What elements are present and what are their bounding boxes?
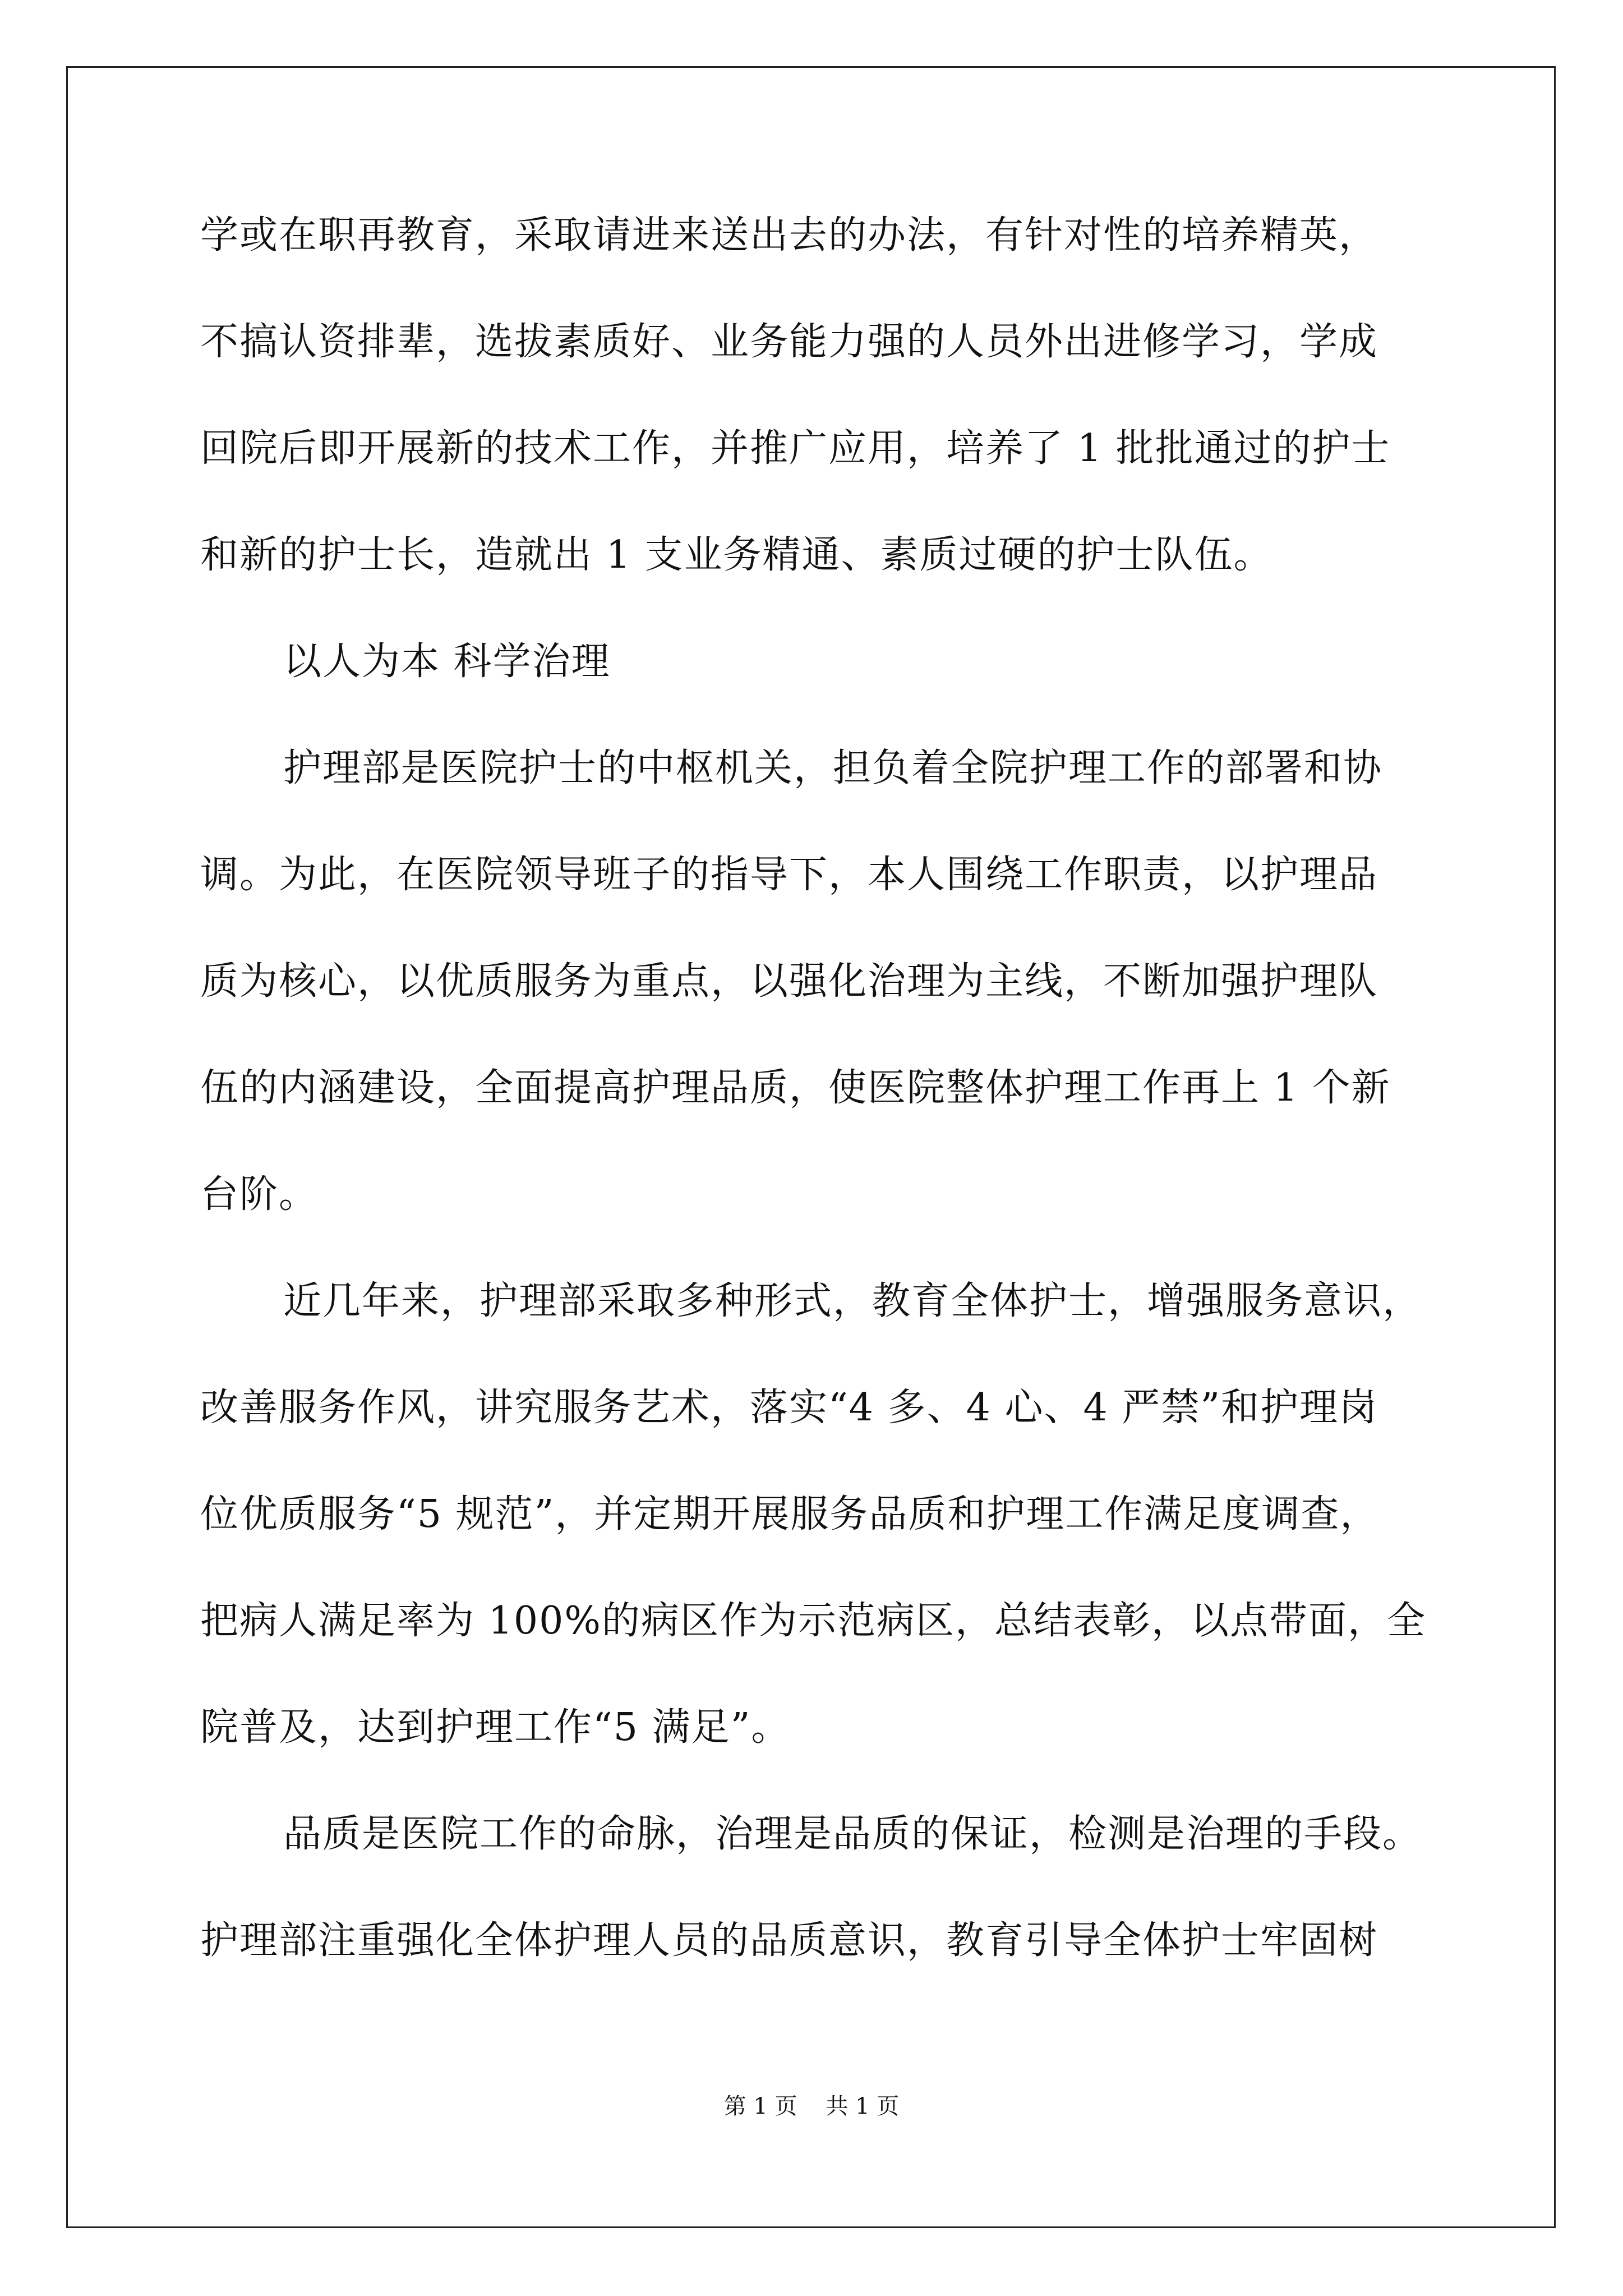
paragraph-line: 和新的护士长，造就出 1 支业务精通、素质过硬的护士队伍。 <box>200 533 1273 577</box>
paragraph-line: 调。为此，在医院领导班子的指导下，本人围绕工作职责，以护理品 <box>200 853 1378 897</box>
paragraph-line: 品质是医院工作的命脉，治理是品质的保证，检测是治理的手段。 <box>283 1812 1422 1856</box>
page-footer: 第 1 页 共 1 页 <box>723 2093 900 2119</box>
paragraph-line: 改善服务作风，讲究服务艺术，落实“4 多、4 心、4 严禁”和护理岗 <box>200 1386 1378 1430</box>
paragraph-line: 把病人满足率为 100%的病区作为示范病区，总结表彰，以点带面，全 <box>200 1599 1427 1643</box>
paragraph-line: 近几年来，护理部采取多种形式，教育全体护士，增强服务意识， <box>283 1279 1422 1323</box>
paragraph-line: 回院后即开展新的技术工作，并推广应用，培养了 1 批批通过的护士 <box>200 426 1391 471</box>
paragraph-line: 院普及，达到护理工作“5 满足”。 <box>200 1705 791 1750</box>
paragraph-line: 质为核心，以优质服务为重点，以强化治理为主线，不断加强护理队 <box>200 959 1378 1004</box>
paragraph-line: 护理部是医院护士的中枢机关，担负着全院护理工作的部署和协 <box>283 746 1383 790</box>
paragraph-line: 护理部注重强化全体护理人员的品质意识，教育引导全体护士牢固树 <box>200 1918 1378 1963</box>
paragraph-line: 不搞认资排辈，选拔素质好、业务能力强的人员外出进修学习，学成 <box>200 320 1378 364</box>
page-border <box>66 66 1556 2228</box>
paragraph-line: 学或在职再教育，采取请进来送出去的办法，有针对性的培养精英， <box>200 213 1378 257</box>
paragraph-line: 伍的内涵建设，全面提高护理品质，使医院整体护理工作再上 1 个新 <box>200 1066 1391 1110</box>
section-heading: 以人为本 科学治理 <box>283 639 611 684</box>
paragraph-line: 台阶。 <box>200 1172 319 1217</box>
paragraph-line: 位优质服务“5 规范”，并定期开展服务品质和护理工作满足度调查， <box>200 1492 1380 1536</box>
